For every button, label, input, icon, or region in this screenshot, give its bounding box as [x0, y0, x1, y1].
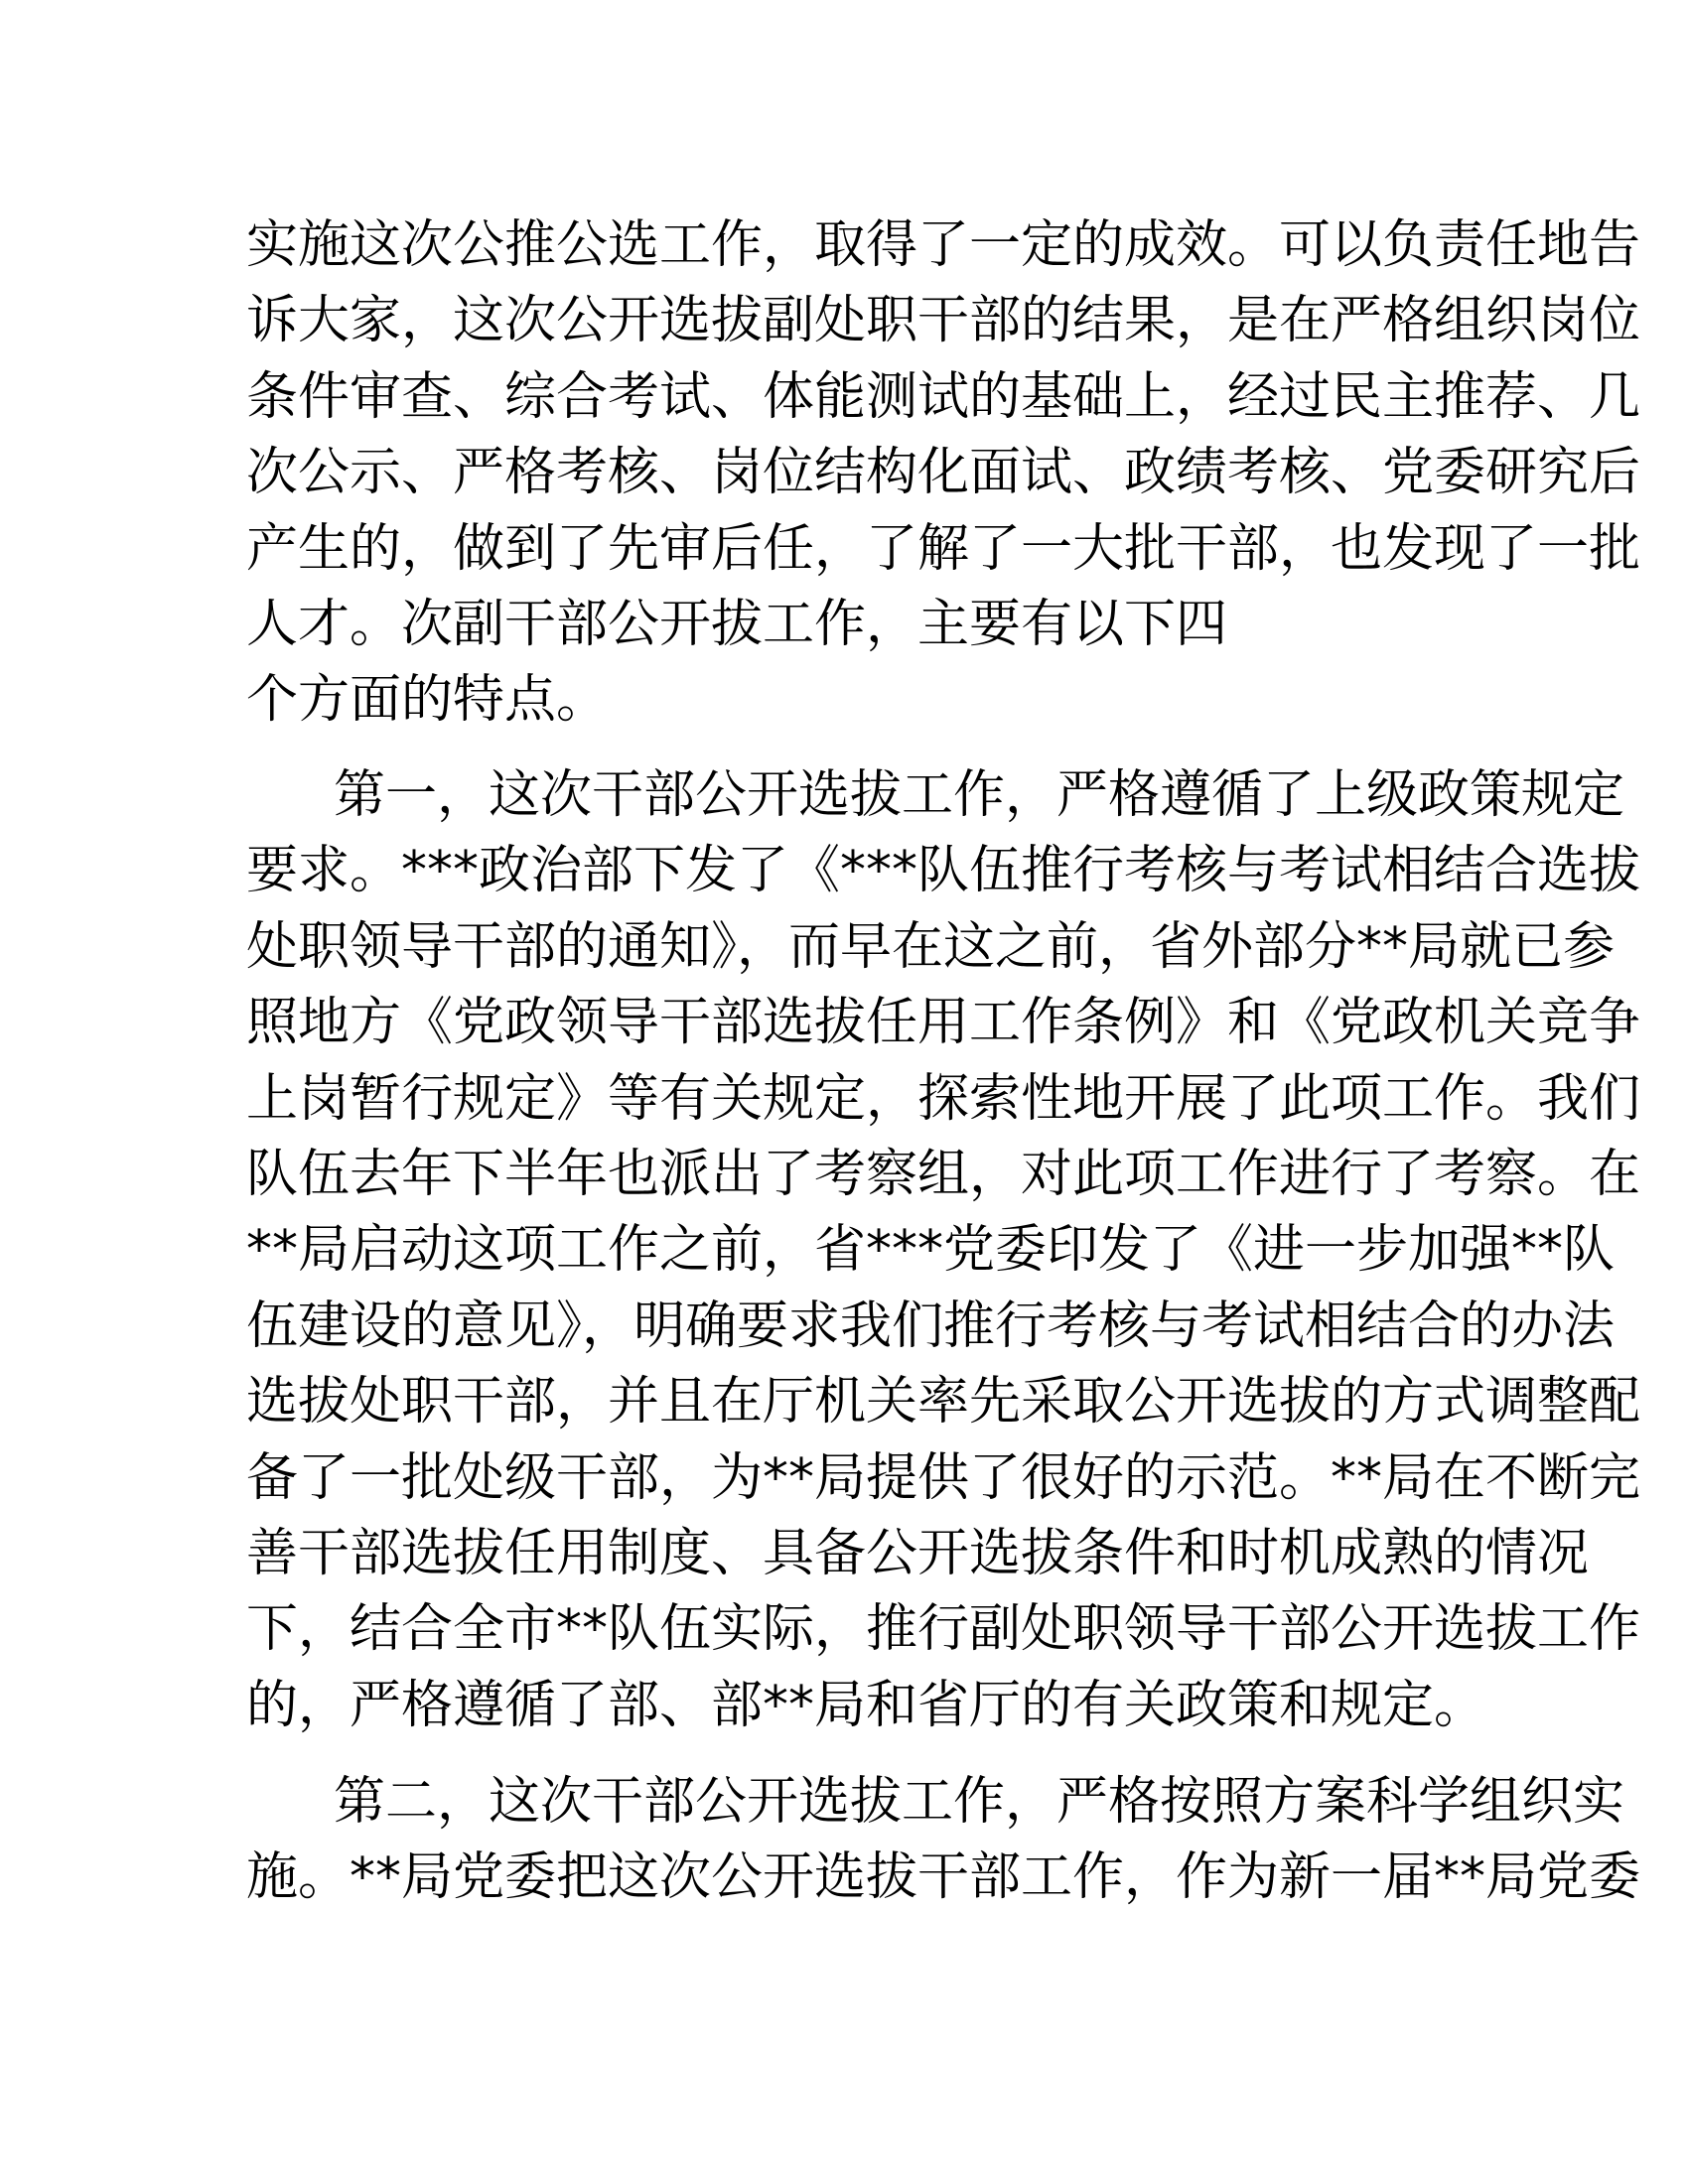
text-line: 队伍去年下半年也派出了考察组，对此项工作进行了考察。在: [246, 1144, 1641, 1204]
text-line: 条件审查、综合考试、体能测试的基础上，经过民主推荐、几: [246, 366, 1641, 427]
text-line: 次公示、严格考核、岗位结构化面试、政绩考核、党委研究后: [246, 443, 1641, 503]
text-line: 备了一批处级干部，为**局提供了很好的示范。**局在不断完: [246, 1447, 1641, 1508]
paragraph-3: [246, 1764, 1641, 1916]
text-line: 的，严格遵循了部、部**局和省厅的有关政策和规定。: [246, 1675, 1486, 1735]
text-line: 处职领导干部的通知》，而早在这之前，省外部分**局就已参: [246, 916, 1616, 977]
text-line: 伍建设的意见》，明确要求我们推行考核与考试相结合的办法: [246, 1296, 1616, 1356]
paragraph-2: [246, 757, 1641, 1743]
paragraph-1: [246, 207, 1641, 739]
text-line: 人才。次副干部公开拔工作，主要有以下四: [246, 594, 1228, 654]
text-line: 选拔处职干部，并且在厅机关率先采取公开选拔的方式调整配: [246, 1372, 1641, 1433]
text-line: 诉大家，这次公开选拔副处职干部的结果，是在严格组织岗位: [246, 291, 1641, 351]
text-line: 第一，这次干部公开选拔工作，严格遵循了上级政策规定: [334, 765, 1625, 825]
text-line: 要求。***政治部下发了《***队伍推行考核与考试相结合选拔: [246, 841, 1641, 901]
text-line: 实施这次公推公选工作，取得了一定的成效。可以负责任地告: [246, 215, 1641, 275]
text-line: 照地方《党政领导干部选拔任用工作条例》和《党政机关竞争: [246, 993, 1641, 1053]
text-line: 第二，这次干部公开选拔工作，严格按照方案科学组织实: [334, 1772, 1625, 1832]
text-line: 产生的，做到了先审后任，了解了一大批干部，也发现了一批: [246, 518, 1641, 579]
text-line: 上岗暂行规定》等有关规定，探索性地开展了此项工作。我们: [246, 1068, 1641, 1129]
text-line: **局启动这项工作之前，省***党委印发了《进一步加强**队: [246, 1220, 1616, 1281]
text-line: 善干部选拔任用制度、具备公开选拔条件和时机成熟的情况: [246, 1523, 1590, 1583]
text-line: 施。**局党委把这次公开选拔干部工作，作为新一届**局党委: [246, 1847, 1641, 1908]
text-line: 下，结合全市**队伍实际，推行副处职领导干部公开选拔工作: [246, 1599, 1641, 1660]
text-line: 个方面的特点。: [246, 670, 609, 731]
